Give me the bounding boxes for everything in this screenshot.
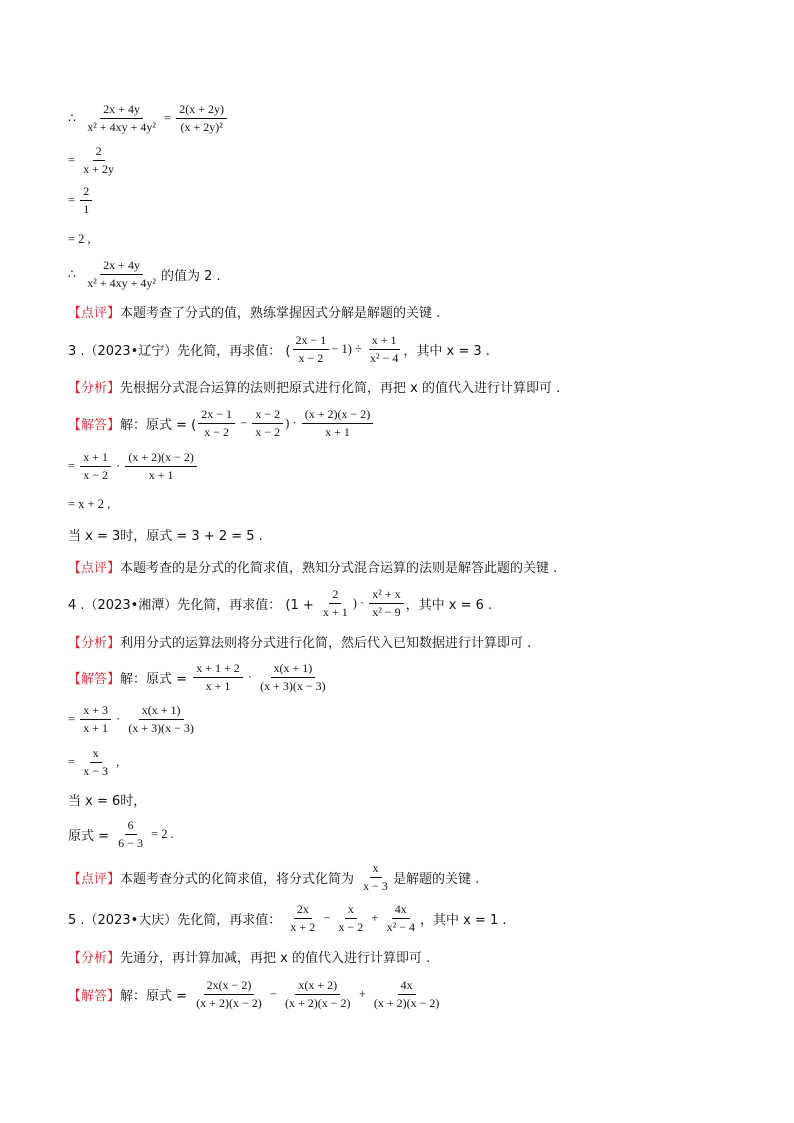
fraction-numerator: 2x(x − 2): [204, 978, 255, 995]
fraction: [282, 978, 354, 1011]
fraction-numerator: 2: [93, 144, 105, 161]
section-tag: 【解答】: [68, 671, 121, 687]
fraction-denominator: x − 2: [204, 424, 230, 439]
fraction: [176, 102, 227, 135]
fraction-numerator: x(x + 1): [139, 703, 184, 720]
text-line: [68, 488, 110, 520]
text-segment: 是解题的关键 .: [392, 871, 480, 887]
fraction: [302, 407, 374, 440]
fraction-denominator: 1: [83, 201, 90, 216]
fraction-numerator: 4x: [392, 902, 410, 919]
fraction: [115, 818, 146, 851]
fraction-denominator: x² − 4: [369, 350, 399, 365]
fraction: [369, 587, 403, 620]
text-segment: 利用分式的运算法则将分式进行化简，然后代入已知数据进行计算即可 .: [120, 635, 532, 651]
fraction-numerator: (x + 2)(x − 2): [125, 450, 197, 467]
text-line: [68, 144, 119, 176]
text-line: [68, 861, 479, 893]
fraction-numerator: x − 2: [252, 407, 283, 424]
fraction-numerator: 2x: [294, 902, 312, 919]
text-segment: 原式 =: [68, 828, 114, 844]
text-segment: 当 x = 6时，: [68, 793, 147, 809]
text-segment: 3 .（2023•辽宁）先化简，再求值： (: [68, 343, 291, 359]
fraction: [336, 902, 367, 935]
fraction: [193, 978, 265, 1011]
text-line: [68, 587, 492, 619]
text-segment: 解：原式 = (: [120, 417, 197, 433]
text-line: [68, 258, 221, 290]
math-expression: =: [68, 192, 79, 207]
fraction: [125, 450, 197, 483]
section-tag: 【解答】: [68, 988, 121, 1004]
math-expression: −: [320, 910, 334, 925]
fraction-denominator: 6 − 3: [118, 835, 143, 850]
fraction-numerator: 2(x + 2y): [176, 102, 227, 119]
text-line: [68, 333, 490, 365]
text-segment: 先通分，再计算加减，再把 x 的值代入进行计算即可 .: [120, 950, 431, 966]
math-expression: ) ·: [352, 595, 368, 610]
text-segment: 先根据分式混合运算的法则把原式进行化简，再把 x 的值代入进行计算即可 .: [120, 380, 561, 396]
fraction-numerator: 4x: [398, 978, 416, 995]
math-expression: =: [68, 458, 79, 473]
text-segment: 本题考查的是分式的化简求值，熟知分式混合运算的法则是解答此题的关键 .: [120, 560, 558, 576]
fraction: [84, 102, 159, 135]
fraction-denominator: x − 2: [255, 424, 281, 439]
text-segment: 4 .（2023•湘潭）先化简，再求值： (1 +: [68, 597, 318, 613]
fraction-numerator: 2x + 4y: [100, 258, 143, 275]
fraction-numerator: x(x + 1): [271, 661, 316, 678]
fraction-denominator: (x + 2y)²: [180, 119, 223, 134]
text-line: [68, 978, 444, 1010]
section-tag: 【点评】: [68, 305, 121, 321]
math-expression: = x + 2 ,: [68, 496, 111, 511]
fraction-denominator: x² − 9: [372, 604, 401, 619]
text-line: [68, 184, 94, 216]
fraction-numerator: 2x − 1: [293, 333, 330, 350]
fraction-denominator: x + 1: [325, 424, 350, 439]
fraction-denominator: x − 2: [338, 919, 364, 934]
fraction-denominator: (x + 3)(x − 3): [128, 720, 194, 735]
text-segment: 本题考查分式的化简求值，将分式化简为: [120, 871, 359, 887]
text-line: [68, 407, 375, 439]
math-expression: +: [368, 910, 382, 925]
text-line: [68, 818, 174, 850]
fraction: [287, 902, 318, 935]
text-line: [68, 102, 229, 134]
math-expression: ,: [112, 754, 120, 769]
section-tag: 【点评】: [68, 871, 121, 887]
fraction-denominator: (x + 2)(x − 2): [285, 995, 351, 1010]
text-line: [68, 940, 430, 972]
fraction-denominator: x + 1: [83, 720, 108, 735]
fraction-numerator: x: [345, 902, 357, 919]
fraction-numerator: 2: [329, 587, 341, 604]
text-segment: 解：原式 =: [120, 671, 192, 687]
fraction: [80, 746, 111, 779]
text-line: [68, 783, 146, 815]
text-segment: 解：原式 =: [120, 988, 192, 1004]
text-line: [68, 550, 557, 582]
text-line: [68, 518, 263, 550]
fraction: [198, 407, 235, 440]
math-expression: − 1) ÷: [331, 341, 365, 356]
math-expression: ·: [112, 458, 124, 473]
section-tag: 【分析】: [68, 380, 121, 396]
fraction-numerator: x(x + 2): [295, 978, 340, 995]
fraction-denominator: x + 2y: [83, 161, 114, 176]
text-segment: 的值为 2 .: [160, 268, 221, 284]
fraction: [193, 661, 243, 694]
section-tag: 【解答】: [68, 417, 121, 433]
text-line: [68, 223, 91, 255]
math-expression: ·: [244, 669, 256, 684]
fraction: [80, 450, 111, 483]
fraction: [84, 258, 159, 291]
section-tag: 【分析】: [68, 635, 121, 651]
fraction-denominator: x² + 4xy + 4y²: [87, 275, 156, 290]
text-segment: ，其中 x = 1 .: [419, 912, 507, 928]
math-expression: =: [68, 711, 79, 726]
fraction-denominator: (x + 2)(x − 2): [196, 995, 262, 1010]
fraction: [367, 333, 401, 366]
fraction-denominator: x² + 4xy + 4y²: [87, 119, 156, 134]
math-expression: −: [237, 415, 251, 430]
math-expression: +: [355, 986, 369, 1001]
fraction-numerator: 6: [125, 818, 137, 835]
fraction-numerator: x + 1: [80, 450, 111, 467]
fraction-numerator: (x + 2)(x − 2): [302, 407, 374, 424]
fraction-numerator: x: [90, 746, 102, 763]
fraction-denominator: x + 1: [322, 604, 348, 619]
text-line: [68, 370, 560, 402]
fraction: [80, 184, 92, 217]
text-line: [68, 661, 331, 693]
fraction-numerator: 2x − 1: [198, 407, 235, 424]
fraction-denominator: x − 2: [83, 467, 108, 482]
fraction: [371, 978, 443, 1011]
math-expression: = 2 ,: [68, 231, 91, 246]
fraction: [80, 144, 117, 177]
fraction: [80, 703, 111, 736]
text-line: [68, 746, 119, 778]
text-segment: ，其中 x = 6 .: [405, 597, 493, 613]
math-expression: =: [68, 152, 79, 167]
math-expression: =: [68, 754, 79, 769]
text-line: [68, 625, 531, 657]
fraction-denominator: (x + 2)(x − 2): [373, 995, 440, 1010]
math-expression: ∴: [68, 267, 83, 281]
fraction-denominator: x − 3: [363, 878, 388, 893]
math-expression: ·: [112, 711, 124, 726]
section-tag: 【分析】: [68, 950, 121, 966]
fraction: [257, 661, 329, 694]
math-expression: = 2 .: [147, 826, 174, 841]
fraction-numerator: x: [370, 861, 382, 878]
fraction-numerator: 2: [80, 184, 92, 201]
text-segment: 本题考查了分式的值，熟练掌握因式分解是解题的关键 .: [120, 305, 441, 321]
fraction-denominator: x − 2: [298, 350, 324, 365]
fraction: [252, 407, 283, 440]
fraction-numerator: x + 3: [80, 703, 111, 720]
fraction-denominator: x + 1: [148, 467, 174, 482]
fraction-denominator: x − 3: [83, 763, 108, 778]
text-line: [68, 902, 507, 934]
math-expression: −: [266, 986, 281, 1001]
math-expression: ) ·: [285, 415, 300, 430]
section-tag: 【点评】: [68, 560, 121, 576]
text-segment: 5 .（2023•大庆）先化简，再求值：: [68, 912, 286, 928]
text-segment: 当 x = 3时，原式 = 3 + 2 = 5 .: [68, 528, 263, 544]
text-segment: ，其中 x = 3 .: [403, 343, 490, 359]
fraction-numerator: x + 1 + 2: [193, 661, 243, 678]
math-expression: ∴: [68, 111, 83, 125]
fraction: [360, 861, 391, 894]
fraction-denominator: x + 2: [290, 919, 316, 934]
fraction-denominator: x² − 4: [386, 919, 415, 934]
fraction-numerator: x² + x: [369, 587, 403, 604]
fraction: [125, 703, 197, 736]
text-line: [68, 450, 199, 482]
fraction-numerator: 2x + 4y: [100, 102, 143, 119]
fraction: [293, 333, 330, 366]
fraction: [384, 902, 418, 935]
fraction-denominator: x + 1: [205, 678, 231, 693]
fraction-numerator: x + 1: [369, 333, 400, 350]
fraction: [320, 587, 351, 620]
text-line: [68, 295, 440, 327]
text-line: [68, 703, 199, 735]
math-expression: =: [160, 110, 175, 125]
fraction-denominator: (x + 3)(x − 3): [260, 678, 326, 693]
